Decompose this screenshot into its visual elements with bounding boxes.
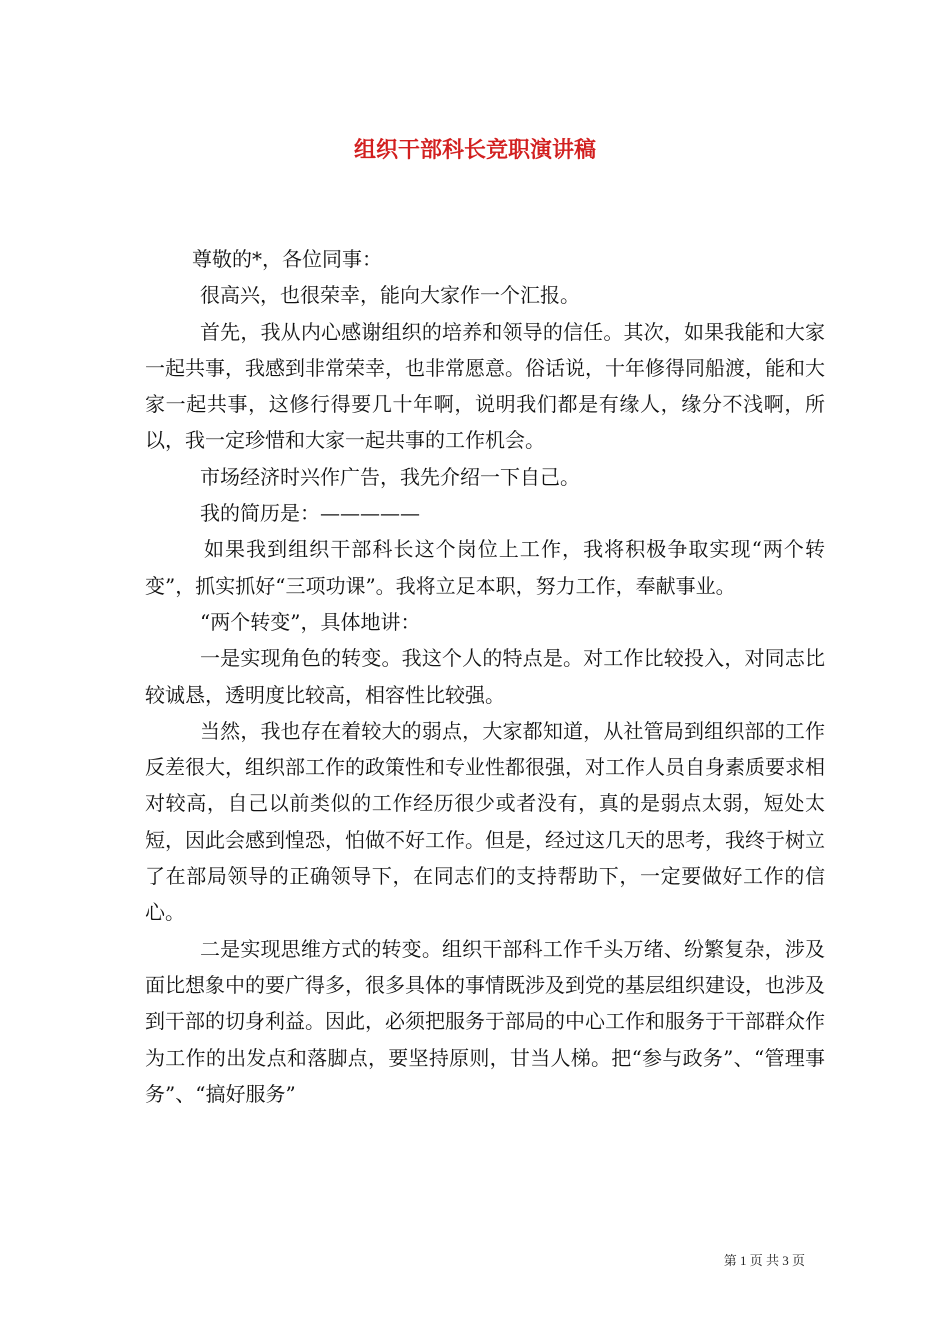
body-paragraph: 一是实现角色的转变。我这个人的特点是。对工作比较投入，对同志比较诚恳，透明度比较高，相容性比较强。 bbox=[145, 646, 825, 707]
body-paragraph: 如果我到组织干部科长这个岗位上工作，我将积极争取实现“两个转变”，抓实抓好“三项功课”。我将立足本职，努力工作，奉献事业。 bbox=[145, 537, 825, 598]
document-body bbox=[145, 241, 825, 1112]
body-paragraph: 我的简历是：————— bbox=[200, 501, 420, 526]
body-paragraph: 很高兴，也很荣幸，能向大家作一个汇报。 bbox=[200, 283, 580, 308]
body-paragraph: 二是实现思维方式的转变。组织干部科工作千头万绪、纷繁复杂，涉及面比想象中的要广得多，很多具体的事情既涉及到党的基层组织建设，也涉及到干部的切身利益。因此，必须把服务于部局的中心工作和服务于干部群众作为工作的出发点和落脚点，要坚持原则，甘当人梯。把“参与政务”、“管理事务”、“搞好服务” bbox=[145, 936, 825, 1106]
page-number-footer: 第 1 页 共 3 页 bbox=[723, 1253, 805, 1268]
body-paragraph: 当然，我也存在着较大的弱点，大家都知道，从社管局到组织部的工作反差很大，组织部工作的政策性和专业性都很强，对工作人员自身素质要求相对较高，自己以前类似的工作经历很少或者没有，真的是弱点太弱，短处太短，因此会感到惶恐，怕做不好工作。但是，经过这几天的思考，我终于树立了在部局领导的正确领导下，在同志们的支持帮助下，一定要做好工作的信心。 bbox=[145, 718, 825, 925]
body-paragraph: 首先，我从内心感谢组织的培养和领导的信任。其次，如果我能和大家一起共事，我感到非常荣幸，也非常愿意。俗话说，十年修得同船渡，能和大家一起共事，这修行得要几十年啊，说明我们都是有缘人，缘分不浅啊，所以，我一定珍惜和大家一起共事的工作机会。 bbox=[145, 319, 825, 453]
document-title: 组织干部科长竞职演讲稿 bbox=[353, 137, 596, 163]
body-paragraph: 市场经济时兴作广告，我先介绍一下自己。 bbox=[200, 464, 580, 489]
body-paragraph: “两个转变”，具体地讲： bbox=[200, 609, 421, 634]
salutation-paragraph: 尊敬的*，各位同事： bbox=[192, 247, 382, 271]
